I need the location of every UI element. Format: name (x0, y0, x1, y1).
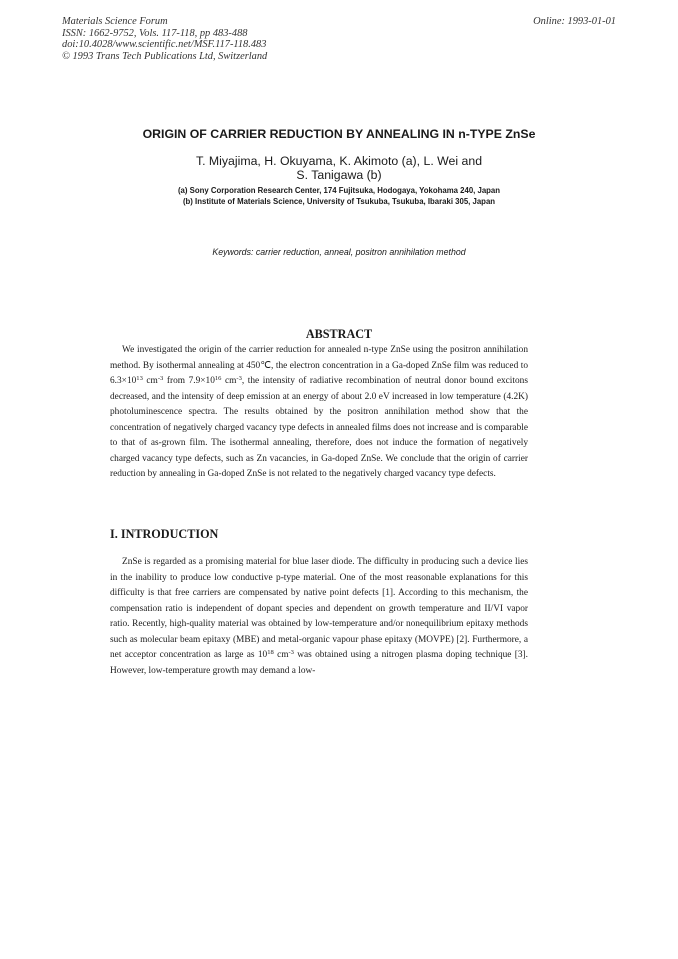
introduction-text: ZnSe is regarded as a promising material for blue laser diode. The difficulty in producing such a device lies in the inability to produce low conductive p-type material. One of the most reasonable explanations for this difficulty is that free carriers are compensated by native point defects [1]. According to this mechanism, the compensation ratio is independent of dopant species and dependent on growth temperature and II/VI vapor ratio. Recently, high-quality material was obtained by low-temperature and/or nonequilibrium epitaxy methods such as molecular beam epitaxy (MBE) and metal-organic vapour phase epitaxy (MOVPE) [2]. Furthermore, a net acceptor concentration as large as $10^{18}$ $cm^{-3}$ was obtained using a nitrogen plasma doping technique [3]. However, low-temperature growth may demand a low- (110, 557, 528, 676)
author-list (0, 154, 678, 182)
affiliation-a: (a) Sony Corporation Research Center, 174 Fujitsuka, Hodogaya, Yokohama 240, Japan (177, 186, 501, 195)
journal-header (62, 16, 267, 62)
copyright-line: © 1993 Trans Tech Publications Ltd, Switzerland (62, 50, 268, 62)
abstract-heading: ABSTRACT (305, 327, 373, 341)
doi-line: doi:10.4028/www.scientific.net/MSF.117-118.483 (62, 39, 267, 51)
authors-line-2: S. Tanigawa (b) (296, 168, 382, 182)
affiliation-b: (b) Institute of Materials Science, University of Tsukuba, Tsukuba, Ibaraki 305, Japan (182, 197, 496, 206)
keywords: Keywords: carrier reduction, anneal, positron annihilation method (212, 247, 466, 257)
online-date: Online: 1993-01-01 (533, 16, 616, 27)
journal-name: Materials Science Forum (62, 16, 168, 27)
issn-line: ISSN: 1662-9752, Vols. 117-118, pp 483-488 (62, 27, 248, 39)
abstract-text: We investigated the origin of the carrier reduction for annealed n-type ZnSe using the positron annihilation method. By isothermal annealing at 450℃, the electron concentration in a Ga-doped ZnSe film was reduced to $6.3\times 10^{13}$ $cm^{-3}$ from $7.9\times 10^{16}$ $cm^{-3}$, the intensity of radiative recombination of neutral donor bound excitons decreased, and the intensity of deep emission at an energy of about 2.0 eV increased in low temperature (4.2K) photoluminescence spectra. The results obtained by the positron annihilation method show that the concentration of negatively charged vacancy type defects in annealed films does not increase and is comparable to that of as-grown film. The isothermal annealing, therefore, does not induce the formation of negatively charged vacancy type defects, such as Zn vacancies, in Ga-doped ZnSe. We conclude that the origin of carrier reduction by annealing in Ga-doped ZnSe is not related to the negatively charged vacancy type defects. (110, 345, 528, 479)
authors-line-1: T. Miyajima, H. Okuyama, K. Akimoto (a), L. Wei and (195, 154, 483, 168)
introduction-heading: I. INTRODUCTION (110, 527, 219, 541)
paper-title: ORIGIN OF CARRIER REDUCTION BY ANNEALING IN n-TYPE ZnSe (142, 127, 536, 141)
